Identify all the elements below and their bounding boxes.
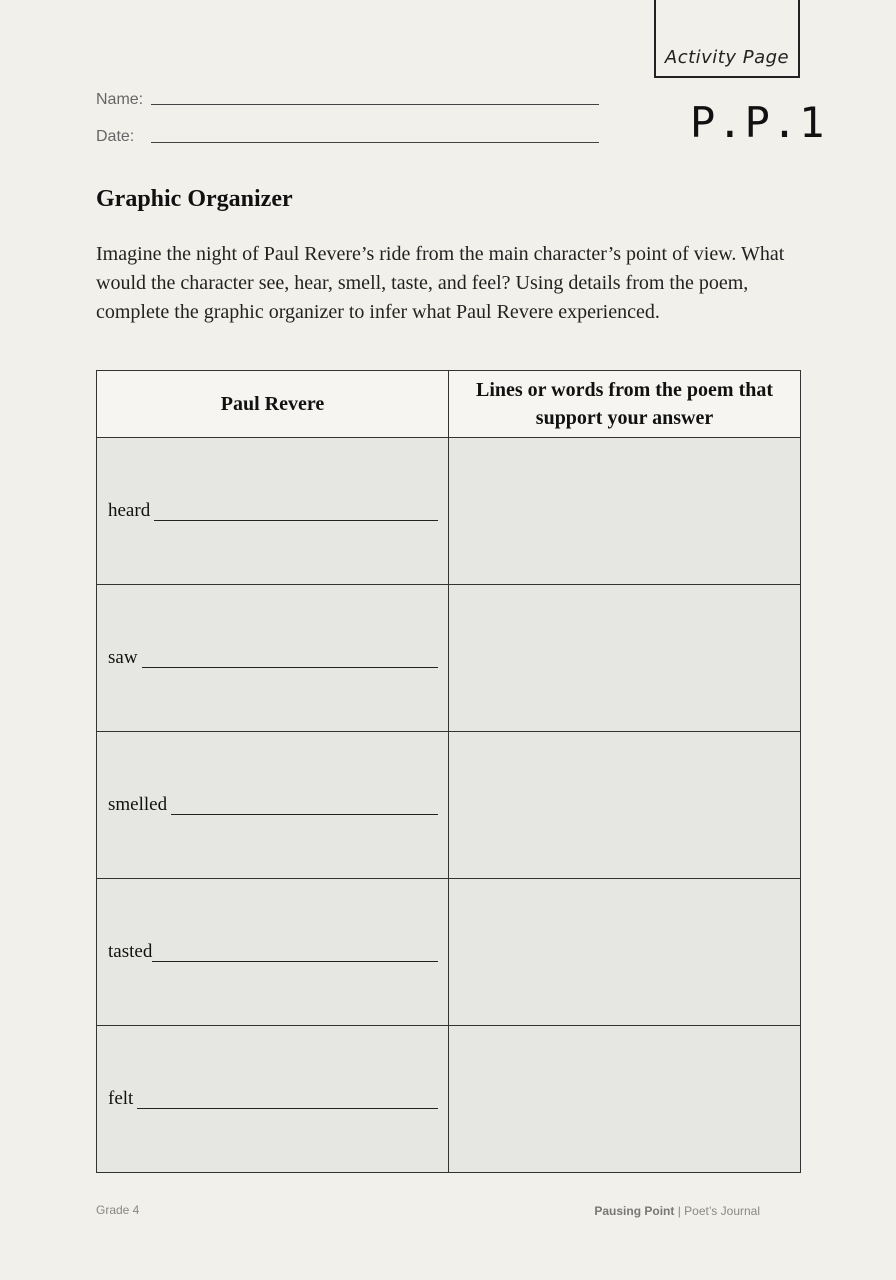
page-code: P.P.1 xyxy=(690,98,827,147)
sense-label: saw xyxy=(108,647,138,668)
activity-page-box xyxy=(654,0,800,78)
sense-label: heard xyxy=(108,500,151,521)
answer-line-felt[interactable] xyxy=(137,1090,438,1109)
evidence-cell-heard[interactable] xyxy=(449,438,801,585)
table-row xyxy=(97,879,801,1026)
table-row xyxy=(97,438,801,585)
instructions-text: Imagine the night of Paul Revere’s ride from the main character’s point of view. What would the character see, hear, smell, taste, and feel? Using details from the poem, complete the graphic organizer to infer what Paul Revere experienced. xyxy=(96,243,785,323)
answer-line-heard[interactable] xyxy=(154,502,438,521)
footer-section: Pausing Point xyxy=(594,1204,675,1218)
evidence-cell-saw[interactable] xyxy=(449,585,801,732)
evidence-cell-tasted[interactable] xyxy=(449,879,801,1026)
table-row xyxy=(97,585,801,732)
answer-line-saw[interactable] xyxy=(142,649,438,668)
column-header-paul-revere: Paul Revere xyxy=(97,371,449,438)
activity-page-label: Activity Page xyxy=(664,47,790,68)
answer-line-tasted[interactable] xyxy=(152,943,438,962)
name-field[interactable] xyxy=(151,104,599,105)
footer-book-info xyxy=(594,1204,760,1218)
footer-separator: | xyxy=(674,1204,685,1218)
footer-grade: Grade 4 xyxy=(96,1203,140,1217)
date-label: Date: xyxy=(96,128,135,145)
sense-cell-smelled xyxy=(97,732,449,879)
date-field[interactable] xyxy=(151,142,599,143)
sense-cell-heard xyxy=(97,438,449,585)
sense-cell-saw xyxy=(97,585,449,732)
page-title: Graphic Organizer xyxy=(96,186,293,212)
answer-line-smelled[interactable] xyxy=(171,796,438,815)
sense-label: smelled xyxy=(108,794,168,815)
footer-book: Poet’s Journal xyxy=(684,1204,760,1218)
evidence-cell-smelled[interactable] xyxy=(449,732,801,879)
column-header-supporting-lines: Lines or words from the poem that support your answer xyxy=(449,371,801,438)
sense-label: tasted xyxy=(108,941,153,962)
name-label: Name: xyxy=(96,91,144,108)
sense-cell-tasted xyxy=(97,879,449,1026)
table-row xyxy=(97,1026,801,1173)
table-header-row xyxy=(97,371,801,438)
evidence-cell-felt[interactable] xyxy=(449,1026,801,1173)
sense-cell-felt xyxy=(97,1026,449,1173)
graphic-organizer-table xyxy=(96,370,801,1173)
table-row xyxy=(97,732,801,879)
sense-label: felt xyxy=(108,1088,134,1109)
